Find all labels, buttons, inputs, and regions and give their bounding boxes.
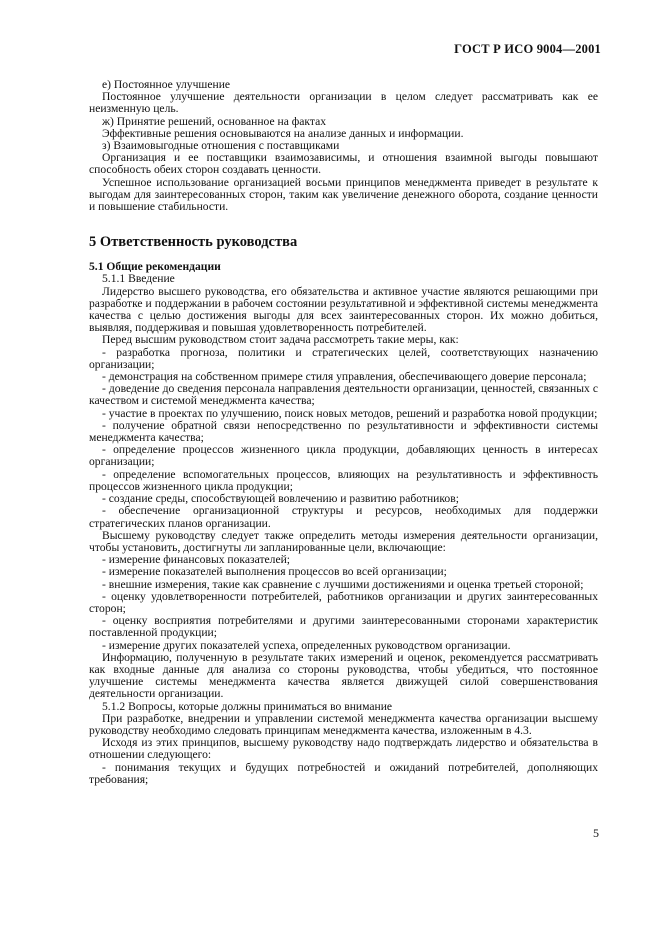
list-item: - понимания текущих и будущих потребностей и ожиданий потребителей, дополняющих требования; — [89, 760, 598, 786]
measures-list — [89, 347, 598, 530]
paragraph: При разработке, внедрении и управлении системой менеджмента качества организации высшему руководству необходимо следовать принципам менеджмента качества, изложенным в 4.3. — [89, 711, 598, 737]
list-item: - участие в проектах по улучшению, поиск новых методов, решений и разработка новой продукции; — [102, 406, 598, 420]
paragraph: Постоянное улучшение деятельности организации в целом следует рассматривать как ее неизменную цель. — [89, 90, 598, 116]
paragraph: Исходя из этих принципов, высшему руководству надо подтверждать лидерство и обязательства в отношении следующего: — [89, 736, 598, 762]
list-item: - внешние измерения, такие как сравнение с лучшими достижениями и оценка третьей стороной; — [102, 577, 584, 591]
list-heading-zh: ж) Принятие решений, основанное на фактах — [102, 114, 327, 128]
list-item: - разработка прогноза, политики и стратегических целей, соответствующих назначению организации; — [89, 345, 598, 371]
list-item: - демонстрация на собственном примере стиля управления, обеспечивающего доверие персонала; — [102, 370, 587, 384]
page-body — [89, 79, 598, 786]
paragraph: Лидерство высшего руководства, его обязательства и активное участие являются решающими при разработке и поддержании в рабочем состоянии результативной и эффективной системы менеджмента качества с целью достижения выгоды для всех заинтересованных сторон. Их можно добиться, выявляя, поддерживая и повышая удовлетворенность потребителей. — [89, 284, 598, 335]
list-item: - обеспечение организационной структуры и ресурсов, необходимых для поддержки стратегических планов организации. — [89, 504, 598, 530]
list-item: - измерение других показателей успеха, определенных руководством организации. — [102, 638, 511, 652]
paragraph: Организация и ее поставщики взаимозависимы, и отношения взаимной выгоды повышают способность обеих сторон создавать ценности. — [89, 151, 598, 177]
paragraph: Эффективные решения основываются на анализе данных и информации. — [102, 126, 464, 140]
subsection-title: 5.1 Общие рекомендации — [89, 260, 221, 274]
page-number: 5 — [593, 826, 599, 840]
list-item: - оценку восприятия потребителями и другими заинтересованными сторонами характеристик поставленной продукции; — [89, 614, 598, 640]
list-item: - доведение до сведения персонала направления деятельности организации, ценностей, связанных с качеством и системой менеджмента качества; — [89, 382, 598, 408]
list-heading-z: з) Взаимовыгодные отношения с поставщиками — [102, 139, 340, 153]
list-item: - определение вспомогательных процессов, влияющих на результативность и эффективность процессов жизненного цикла продукции; — [89, 467, 598, 493]
metrics-list — [89, 554, 598, 652]
list-item: - измерение показателей выполнения процессов во всей организации; — [102, 565, 447, 579]
list-item: - создание среды, способствующей вовлечению и развитию работников; — [102, 492, 459, 506]
clause-heading: 5.1.1 Введение — [102, 272, 175, 286]
list-item: - оценку удовлетворенности потребителей, работников организации и других заинтересованных сторон; — [89, 589, 598, 615]
clause-heading: 5.1.2 Вопросы, которые должны приниматься во внимание — [102, 699, 393, 713]
paragraph: Высшему руководству следует также определить методы измерения деятельности организации, чтобы установить, достигнуты ли запланированные цели, включающие: — [89, 528, 598, 554]
list-item: - получение обратной связи непосредственно по результативности и эффективности системы менеджмента качества; — [89, 418, 598, 445]
paragraph: Перед высшим руководством стоит задача рассмотреть такие меры, как: — [102, 333, 459, 347]
list-heading-e: е) Постоянное улучшение — [102, 78, 231, 91]
paragraph: Успешное использование организацией восьми принципов менеджмента приведет в результате к выгодам для заинтересованных сторон, таким как увеличение денежного оборота, создание ценности и повышение стабильности. — [89, 175, 598, 214]
document-header: ГОСТ Р ИСО 9004—2001 — [454, 42, 601, 56]
list-item: - определение процессов жизненного цикла продукции, добавляющих ценность в интересах организации; — [89, 443, 598, 469]
list-item: - измерение финансовых показателей; — [102, 553, 291, 567]
paragraph: Информацию, полученную в результате таких измерений и оценок, рекомендуется рассматривать как входные данные для анализа со стороны руководства, чтобы убедиться, что постоянное улучшение системы менеджмента качества является движущей силой совершенствования деятельности организации. — [89, 650, 598, 701]
section-title: 5 Ответственность руководства — [89, 234, 298, 251]
